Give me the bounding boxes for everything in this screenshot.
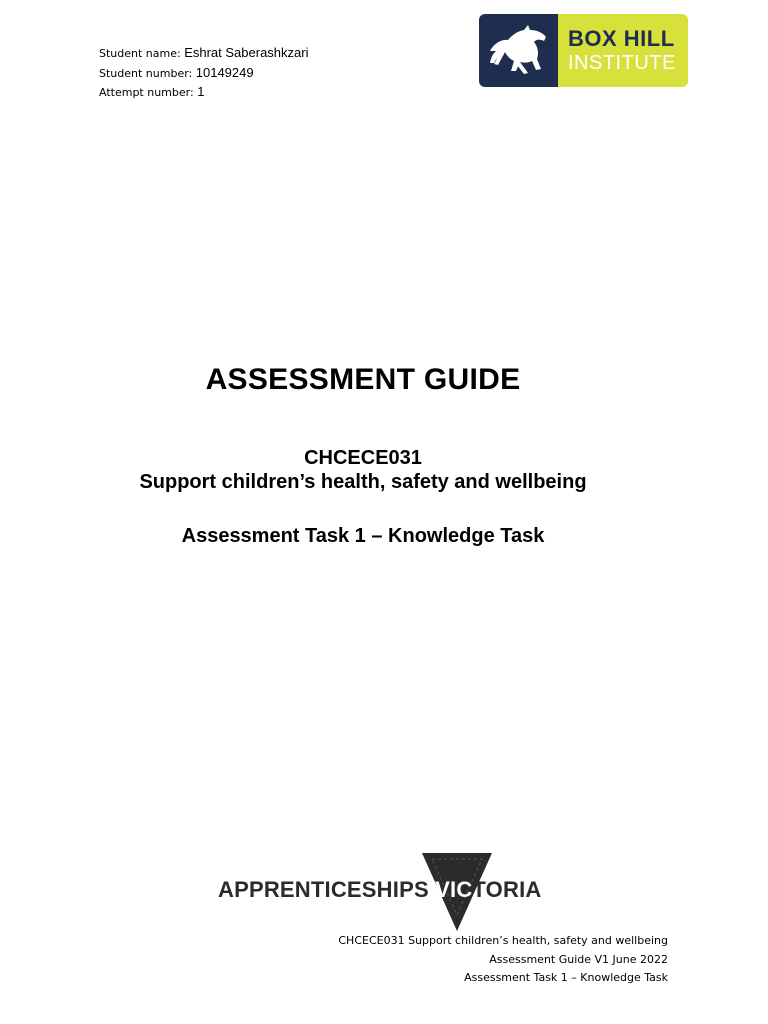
student-name-row (99, 44, 308, 64)
av-text-after: TORIA (472, 877, 542, 902)
av-text-highlight: VIC (435, 877, 473, 902)
footer-line1: CHCECE031 Support children’s health, safety and wellbeing (338, 934, 668, 947)
attempt-number-value: 1 (197, 84, 205, 99)
student-name-label: Student name: (99, 47, 181, 60)
attempt-number-row (99, 83, 308, 103)
task-title: Assessment Task 1 – Knowledge Task (181, 525, 545, 547)
footer-line2: Assessment Guide V1 June 2022 (489, 952, 668, 966)
horse-icon-panel (479, 14, 558, 87)
student-number-label: Student number: (99, 66, 193, 80)
page-footer (338, 932, 668, 988)
apprenticeships-victoria-logo (216, 853, 552, 931)
course-name: Support children’s health, safety and wellbeing (139, 471, 587, 493)
student-number-value: 10149249 (195, 64, 254, 80)
student-number-row (99, 64, 308, 84)
student-info (99, 44, 308, 103)
footer-line3: Assessment Task 1 – Knowledge Task (464, 971, 668, 984)
horse-icon (484, 21, 554, 81)
student-name-value: Eshrat Saberashkzari (184, 45, 309, 60)
av-wordmark (218, 877, 541, 903)
av-text-before: APPRENTICESHIPS (218, 877, 436, 902)
course-code: CHCECE031 (304, 447, 422, 469)
attempt-number-label: Attempt number: (99, 86, 194, 99)
document-title: ASSESSMENT GUIDE (205, 363, 521, 396)
box-hill-institute-logo (479, 14, 688, 87)
bhi-line1: BOX HILL (568, 25, 675, 51)
bhi-line2: INSTITUTE (568, 51, 676, 74)
bhi-text-panel (558, 14, 688, 87)
